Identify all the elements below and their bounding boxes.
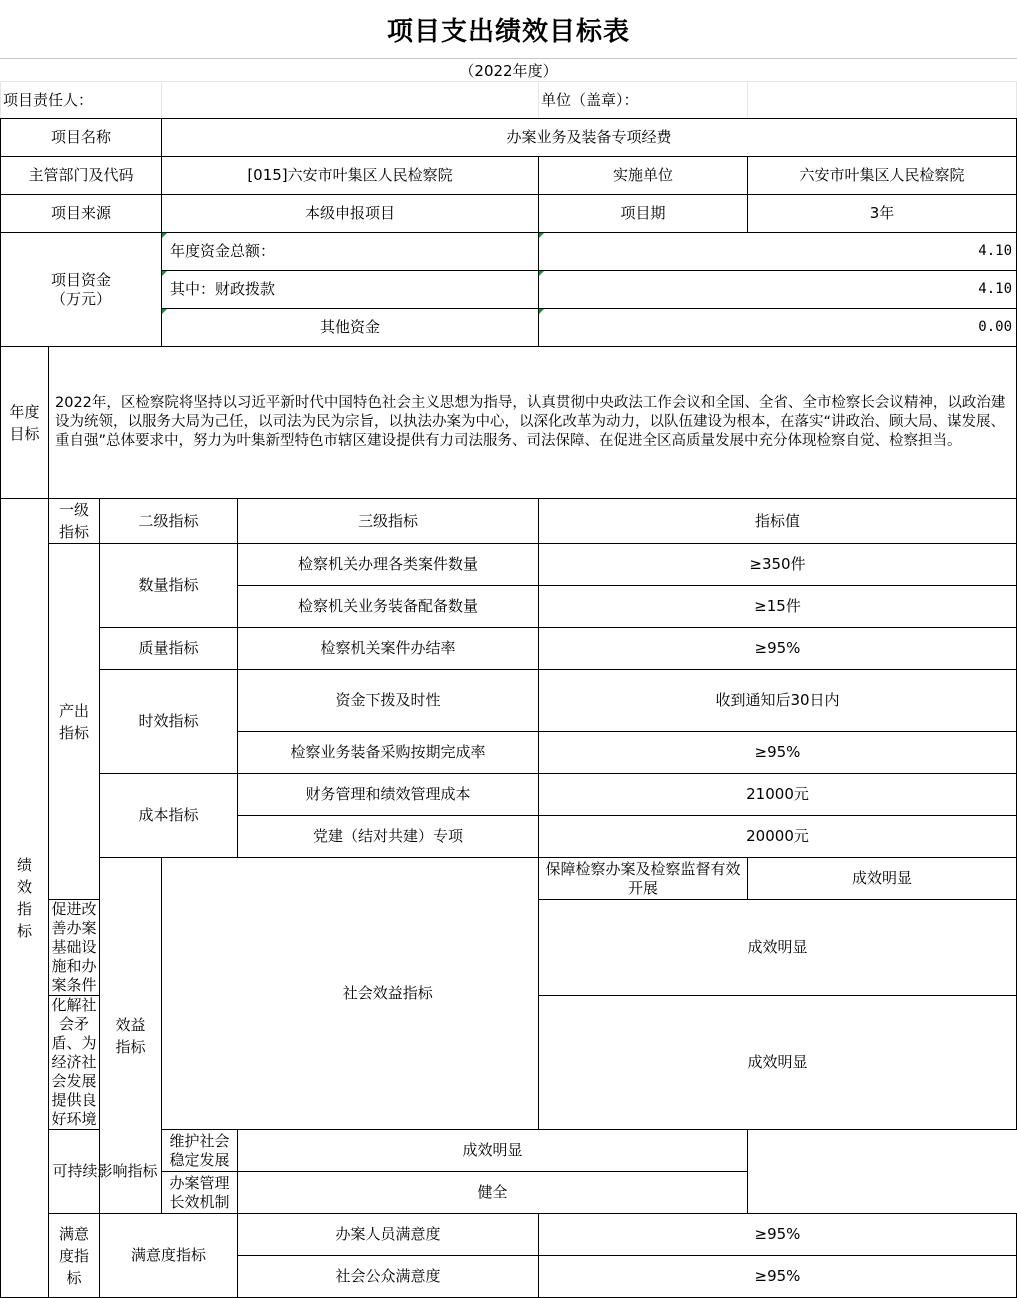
indicator-value: 21000元 (539, 774, 1017, 816)
social-label: 社会效益指标 (238, 858, 539, 1130)
project-name-row (1, 119, 1017, 157)
indicator-name: 办案人员满意度 (238, 1214, 539, 1256)
timeliness-label: 时效指标 (100, 670, 238, 774)
funds-fiscal-value: 4.10 (539, 271, 1017, 309)
indicator-value: ≥95% (539, 732, 1017, 774)
indicator-value: 收到通知后30日内 (539, 670, 1017, 732)
table-row (1, 774, 1017, 816)
indicator-name: 化解社会矛盾、为经济社会发展提供良好环境 (49, 996, 100, 1130)
funds-total-value: 4.10 (539, 233, 1017, 271)
indicator-value: 成效明显 (238, 1130, 748, 1172)
indicator-label: 绩效指标 (1, 499, 49, 1298)
department-value: [015]六安市叶集区人民检察院 (162, 157, 539, 195)
indicator-name: 社会公众满意度 (238, 1256, 539, 1298)
source-row (1, 195, 1017, 233)
sustain-label: 可持续影响指标 (49, 1130, 162, 1214)
indicator-value: ≥15件 (539, 586, 1017, 628)
implementer-label: 实施单位 (539, 157, 748, 195)
satisfaction-label: 满意度指标 (49, 1214, 100, 1298)
indicator-head-row (1, 499, 1017, 544)
indicator-value: 健全 (238, 1172, 748, 1214)
indicator-value: ≥95% (539, 628, 1017, 670)
cost-label: 成本指标 (100, 774, 238, 858)
indicator-name: 资金下拨及时性 (238, 670, 539, 732)
funds-total-label: 年度资金总额： (162, 233, 539, 271)
table-row (1, 628, 1017, 670)
indicator-name: 保障检察办案及检察监督有效开展 (539, 858, 748, 900)
implementer-value: 六安市叶集区人民检察院 (748, 157, 1017, 195)
table-row (1, 544, 1017, 586)
responsible-value[interactable] (162, 82, 539, 119)
period-value: 3年 (748, 195, 1017, 233)
indicator-value: 20000元 (539, 816, 1017, 858)
responsible-label: 项目责任人： (1, 82, 162, 119)
indicator-value: 成效明显 (539, 900, 1017, 996)
source-value: 本级申报项目 (162, 195, 539, 233)
head-value: 指标值 (539, 499, 1017, 544)
annual-goal-row (1, 347, 1017, 499)
funds-label-line2: （万元） (50, 289, 111, 308)
funds-total-row (1, 233, 1017, 271)
benefit-label: 效益指标 (100, 858, 162, 1214)
source-label: 项目来源 (1, 195, 162, 233)
indicator-name: 促进改善办案基础设施和办案条件 (49, 900, 100, 996)
indicator-value: ≥95% (539, 1214, 1017, 1256)
indicator-value: ≥350件 (539, 544, 1017, 586)
project-name-label: 项目名称 (1, 119, 162, 157)
satisfaction-sub-label: 满意度指标 (100, 1214, 238, 1298)
quantity-label: 数量指标 (100, 544, 238, 628)
indicator-name: 检察机关办理各类案件数量 (238, 544, 539, 586)
indicator-value: 成效明显 (748, 858, 1017, 900)
department-row (1, 157, 1017, 195)
indicator-name: 维护社会稳定发展 (162, 1130, 238, 1172)
indicator-value: 成效明显 (539, 996, 1017, 1130)
quality-label: 质量指标 (100, 628, 238, 670)
funds-other-value: 0.00 (539, 309, 1017, 347)
funds-other-label: 其他资金 (162, 309, 539, 347)
indicator-name: 检察机关业务装备配备数量 (238, 586, 539, 628)
indicator-value: ≥95% (539, 1256, 1017, 1298)
funds-label-line1: 项目资金 (50, 270, 111, 289)
head-level2: 二级指标 (100, 499, 238, 544)
project-name-value: 办案业务及装备专项经费 (162, 119, 1017, 157)
performance-table (0, 81, 1017, 1298)
benefit-left-cell (162, 858, 238, 1130)
unit-label: 单位（盖章）： (539, 82, 748, 119)
page-title: 项目支出绩效目标表 (386, 16, 630, 47)
funds-fiscal-label: 其中：财政拨款 (162, 271, 539, 309)
header-row (1, 82, 1017, 119)
unit-value[interactable] (748, 82, 1017, 119)
indicator-name: 财务管理和绩效管理成本 (238, 774, 539, 816)
table-row (1, 670, 1017, 732)
indicator-name: 检察业务装备采购按期完成率 (238, 732, 539, 774)
period-label: 项目期 (539, 195, 748, 233)
head-level1: 一级指标 (49, 499, 100, 544)
annual-goal-text: 2022年，区检察院将坚持以习近平新时代中国特色社会主义思想为指导，认真贯彻中央政法工作会议和全国、全省、全市检察长会议精神，以政治建设为统领，以服务大局为己任，以司法为民为宗旨，以执法办案为中心，以深化改革为动力，以队伍建设为根本，在落实“讲政治、顾大局、谋发展、重自强”总体要求中，努力为叶集新型特色市辖区建设提供有力司法服务、司法保障、在促进全区高质量发展中充分体现检察自觉、检察担当。 (49, 347, 1017, 499)
department-label: 主管部门及代码 (1, 157, 162, 195)
year-label: （2022年度） (459, 61, 558, 80)
table-row (1, 1214, 1017, 1256)
annual-goal-label: 年度目标 (1, 347, 49, 499)
head-level3: 三级指标 (238, 499, 539, 544)
output-label: 产出指标 (49, 544, 100, 900)
indicator-name: 党建（结对共建）专项 (238, 816, 539, 858)
indicator-name: 办案管理长效机制 (162, 1172, 238, 1214)
funds-label (1, 233, 162, 347)
indicator-name: 检察机关案件办结率 (238, 628, 539, 670)
table-row (1, 858, 1017, 900)
